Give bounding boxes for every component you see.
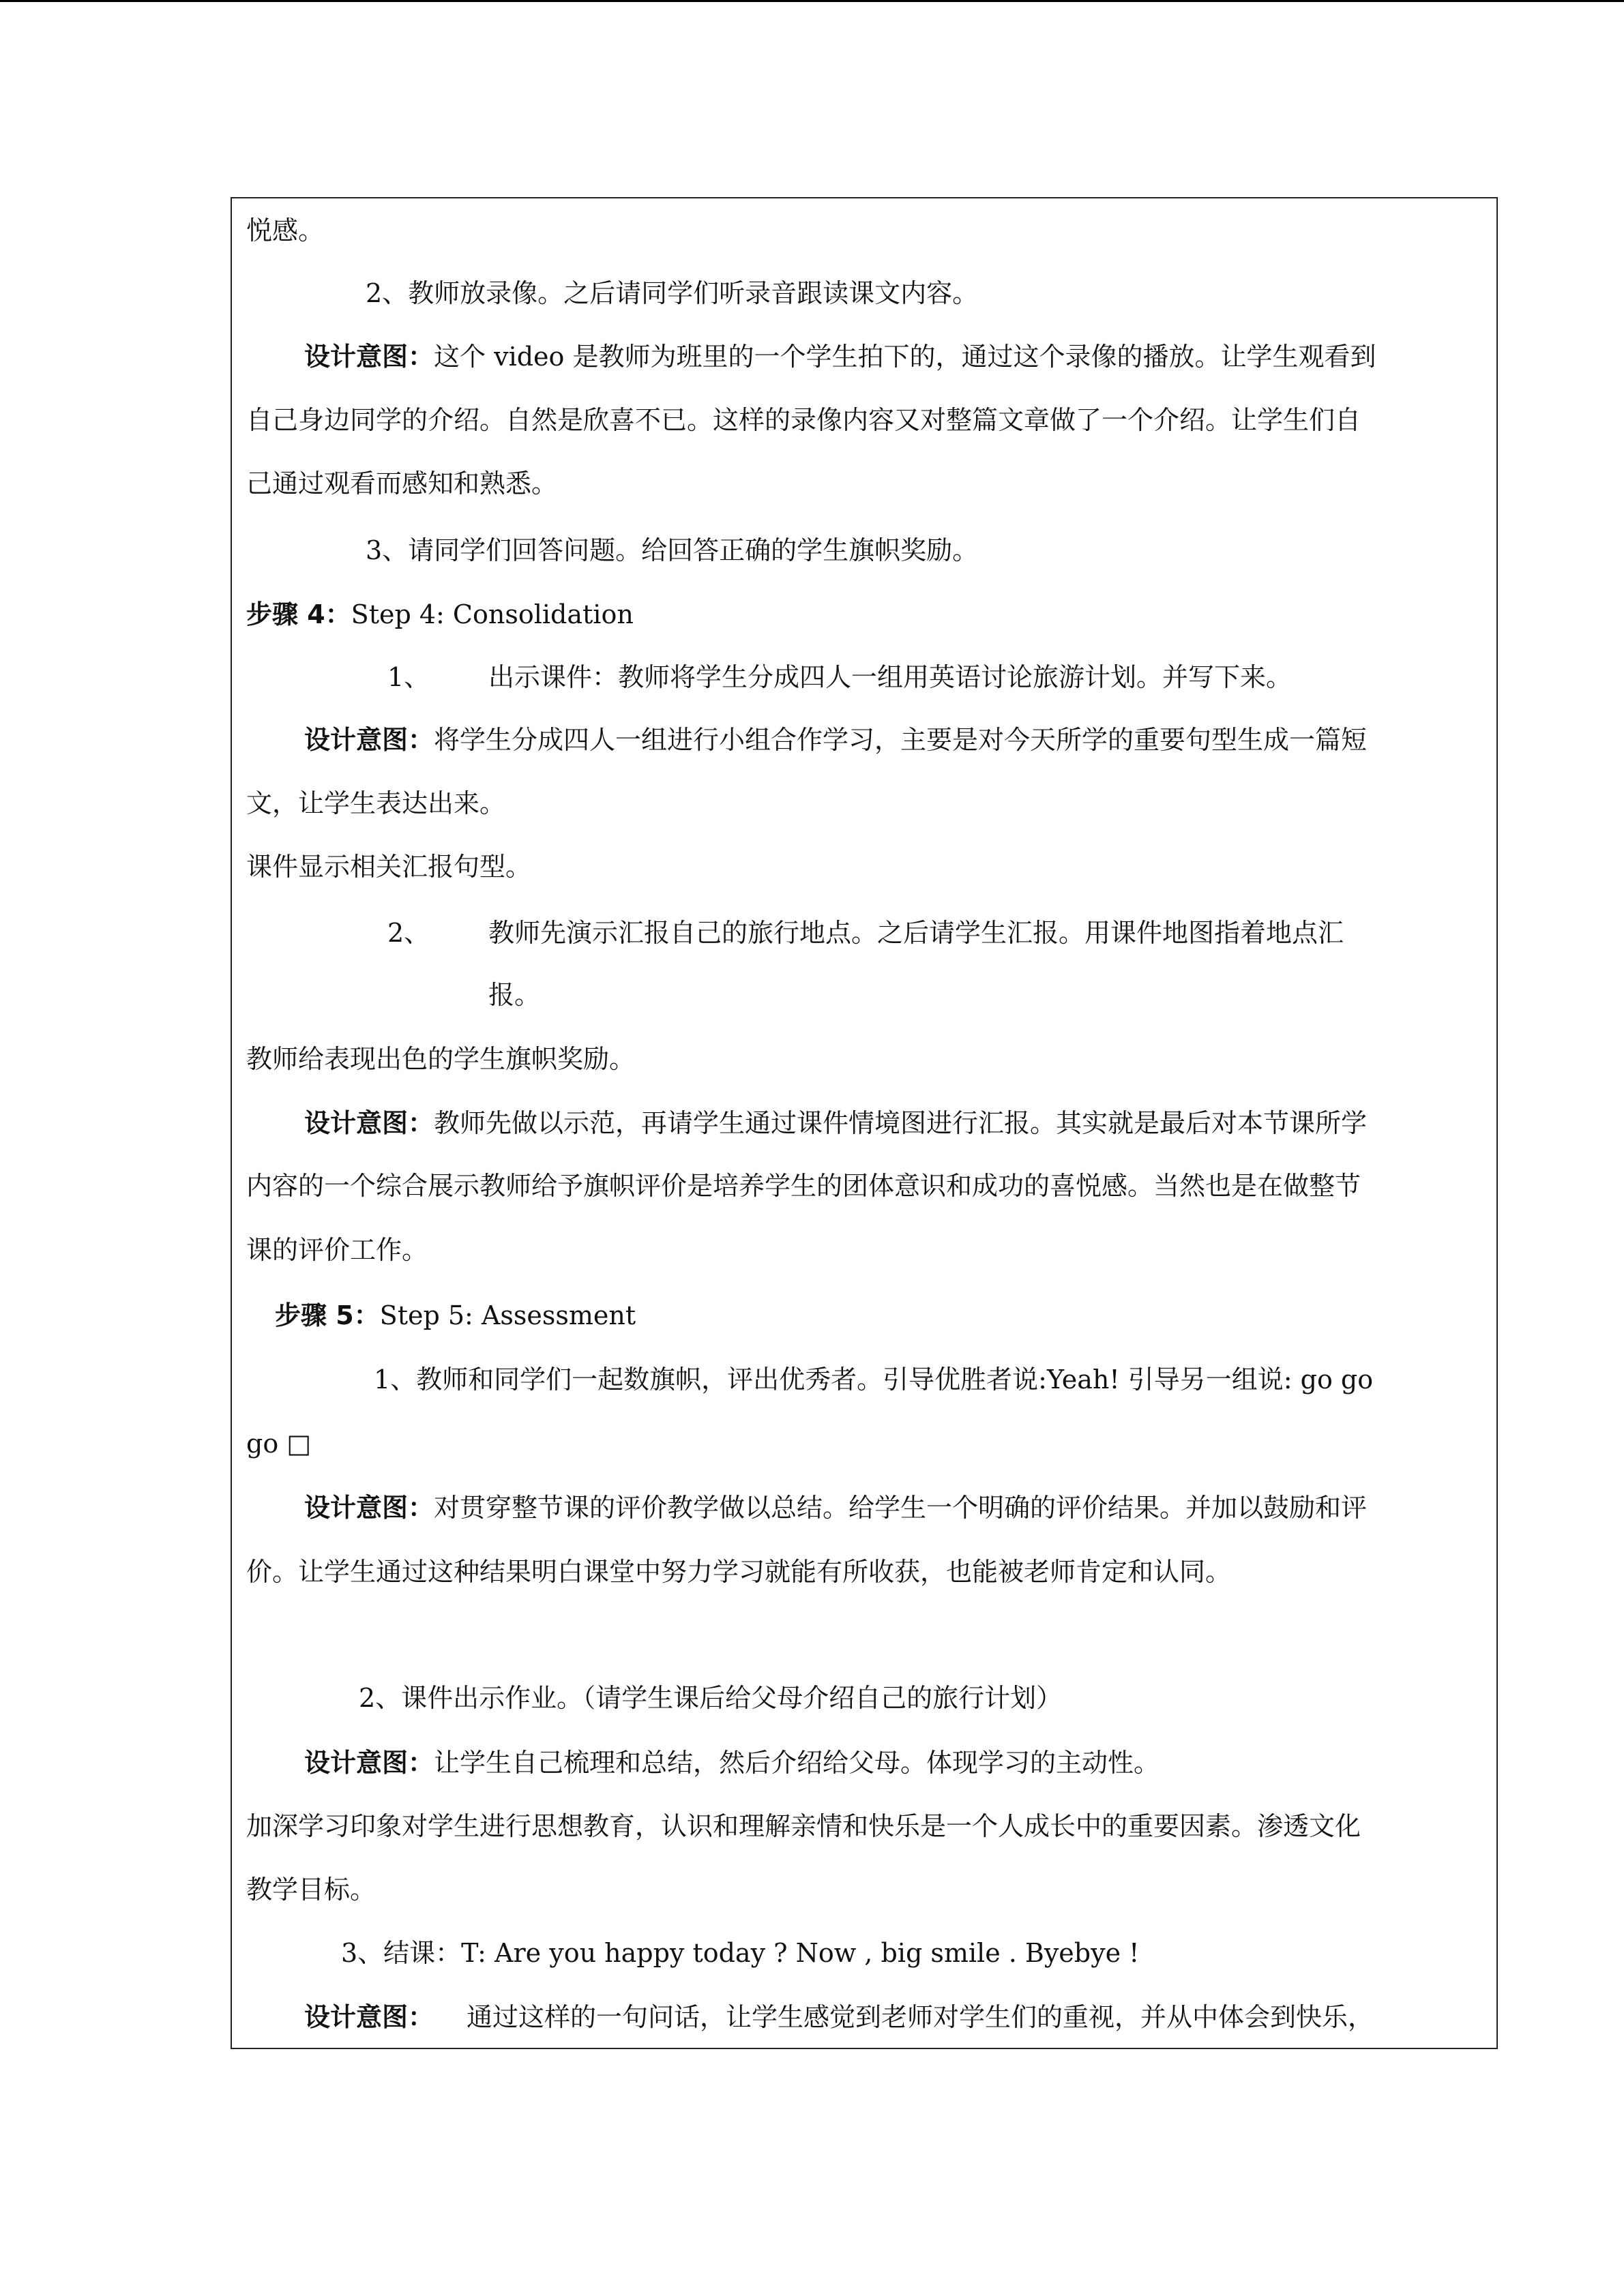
text-line: 3、结课：T: Are you happy today ? Now , big smile . Byebye ! xyxy=(341,1938,1140,1968)
text-line: 3、请同学们回答问题。给回答正确的学生旗帜奖励。 xyxy=(366,535,979,565)
step-heading: 步骤 5：Step 5: Assessment xyxy=(275,1300,636,1330)
text-line: 2、教师放录像。之后请同学们听录音跟读课文内容。 xyxy=(366,278,979,308)
text-line: 加深学习印象对学生进行思想教育，认识和理解亲情和快乐是一个人成长中的重要因素。渗透文化 xyxy=(246,1811,1361,1841)
design-intent-line: 设计意图：将学生分成四人一组进行小组合作学习，主要是对今天所学的重要句型生成一篇短 xyxy=(304,725,1368,755)
text-line: 2、课件出示作业。（请学生课后给父母介绍自己的旅行计划） xyxy=(359,1683,1063,1713)
step-label: 步骤 4： xyxy=(246,599,351,629)
design-intent-label: 设计意图： xyxy=(304,1108,434,1138)
text-line: 教学目标。 xyxy=(246,1875,377,1905)
list-number: 1、 xyxy=(387,662,430,692)
text-line: 己通过观看而感知和熟悉。 xyxy=(246,468,558,498)
design-intent-line: 设计意图：这个 video 是教师为班里的一个学生拍下的，通过这个录像的播放。让学生观看到 xyxy=(304,342,1376,372)
design-intent-line: 设计意图：让学生自己梳理和总结，然后介绍给父母。体现学习的主动性。 xyxy=(304,1748,1160,1778)
text-line: go □ xyxy=(246,1429,312,1459)
step-heading: 步骤 4：Step 4: Consolidation xyxy=(246,599,634,629)
design-intent-label: 设计意图： xyxy=(304,725,434,755)
text-line: 课的评价工作。 xyxy=(246,1235,428,1265)
text-line: 报。 xyxy=(488,980,541,1010)
text-line: 内容的一个综合展示教师给予旗帜评价是培养学生的团体意识和成功的喜悦感。当然也是在做整节 xyxy=(246,1171,1361,1201)
text-line: 课件显示相关汇报句型。 xyxy=(246,852,532,882)
text-line: 1、教师和同学们一起数旗帜，评出优秀者。引导优胜者说:Yeah! 引导另一组说: go go xyxy=(374,1365,1374,1395)
design-intent-line: 设计意图：教师先做以示范，再请学生通过课件情境图进行汇报。其实就是最后对本节课所学 xyxy=(304,1108,1368,1138)
design-intent-label: 设计意图： xyxy=(304,1748,434,1778)
design-intent-label: 设计意图： xyxy=(304,2002,434,2032)
top-rule xyxy=(0,0,1624,2)
text-line: 教师给表现出色的学生旗帜奖励。 xyxy=(246,1044,636,1074)
text-line: 出示课件：教师将学生分成四人一组用英语讨论旅游计划。并写下来。 xyxy=(488,662,1293,692)
list-number: 2、 xyxy=(387,918,430,948)
step-label: 步骤 5： xyxy=(275,1300,380,1330)
design-intent-line: 设计意图： 通过这样的一句问话，让学生感觉到老师对学生们的重视，并从中体会到快乐， xyxy=(304,2002,1374,2032)
design-intent-label: 设计意图： xyxy=(304,342,434,372)
text-line: 悦感。 xyxy=(246,215,325,245)
design-intent-line: 设计意图：对贯穿整节课的评价教学做以总结。给学生一个明确的评价结果。并加以鼓励和评 xyxy=(304,1493,1368,1523)
text-line: 文，让学生表达出来。 xyxy=(246,788,506,818)
text-line: 自己身边同学的介绍。自然是欣喜不已。这样的录像内容又对整篇文章做了一个介绍。让学生们自 xyxy=(246,405,1361,435)
text-line: 价。让学生通过这种结果明白课堂中努力学习就能有所收获，也能被老师肯定和认同。 xyxy=(246,1557,1232,1587)
design-intent-label: 设计意图： xyxy=(304,1493,434,1523)
text-line: 教师先演示汇报自己的旅行地点。之后请学生汇报。用课件地图指着地点汇 xyxy=(488,918,1344,948)
